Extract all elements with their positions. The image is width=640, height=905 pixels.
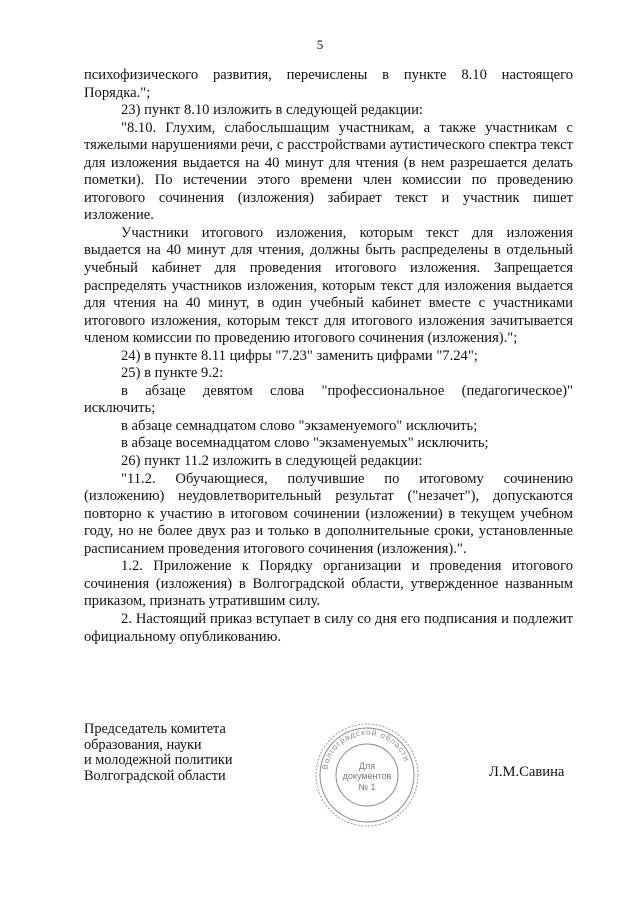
paragraph: 23) пункт 8.10 изложить в следующей редакции:	[121, 102, 423, 119]
signature-position-line: и молодежной политики	[84, 752, 233, 768]
page-number: 5	[316, 37, 324, 52]
paragraph: "11.2. Обучающиеся, получившие по итоговому сочинению (изложению) неудовлетворительный результат ("незачет"), допускаются повторно к участию в итоговом сочинении (изложении) в текущем учебном году, но не более двух раз и только в дополнительные сроки, установленные расписанием проведения итогового сочинения (изложения).".	[84, 470, 573, 557]
paragraph: психофизического развития, перечислены в пункте 8.10 настоящего Порядка.";	[84, 67, 573, 101]
paragraph: в абзаце девятом слова "профессиональное (педагогическое)" исключить;	[84, 382, 573, 417]
paragraph: 25) в пункте 9.2:	[121, 365, 224, 382]
paragraph: "8.10. Глухим, слабослышащим участникам, а также участникам с тяжелыми нарушениями речи, с расстройствами аутистического спектра текст для изложения выдается на 40 минут для чтения (в нем разрешается делать пометки). По истечении этого времени член комиссии по проведению итогового сочинения (изложения) забирает текст и участник пишет изложение.	[84, 119, 573, 224]
document-body	[84, 67, 573, 646]
signature-position	[84, 722, 233, 784]
paragraph: 2. Настоящий приказ вступает в силу со дня его подписания и подлежит официальному опубликованию.	[84, 610, 573, 645]
stamp-center-line: Для	[358, 761, 376, 771]
paragraph: 24) в пункте 8.11 цифры "7.23" заменить цифрами "7.24";	[121, 347, 478, 364]
stamp-seal-icon	[314, 722, 420, 828]
stamp-ring-text: Волгоградской области	[320, 727, 412, 771]
paragraph: 1.2. Приложение к Порядку организации и проведения итогового сочинения (изложения) в Волгоградской области, утвержденное названным приказом, признать утратившим силу.	[84, 558, 573, 610]
stamp-center-line: № 1	[358, 782, 376, 792]
official-stamp	[314, 722, 420, 828]
paragraph: в абзаце восемнадцатом слово "экзаменуемых" исключить;	[121, 435, 489, 452]
paragraph: Участники итогового изложения, которым текст для изложения выдается на 40 минут для чтения, должны быть распределены в отдельный учебный кабинет для проведения итогового изложения. Запрещается распределять участников изложения, которым текст для изложения выдается для чтения на 40 минут, в один учебный кабинет вместе с участниками итогового изложения, которым текст для итогового изложения зачитывается членом комиссии по проведению итогового сочинения (изложения).";	[84, 224, 573, 347]
stamp-center-line: документов	[342, 771, 392, 781]
paragraph: в абзаце семнадцатом слово "экзаменуемого" исключить;	[121, 417, 478, 434]
signature-position-line: образования, науки	[84, 736, 202, 753]
signature-position-line: Волгоградской области	[84, 767, 226, 784]
paragraph: 26) пункт 11.2 изложить в следующей редакции:	[121, 453, 423, 470]
signatory-name: Л.М.Савина	[489, 764, 565, 780]
signature-position-line: Председатель комитета	[84, 721, 226, 737]
